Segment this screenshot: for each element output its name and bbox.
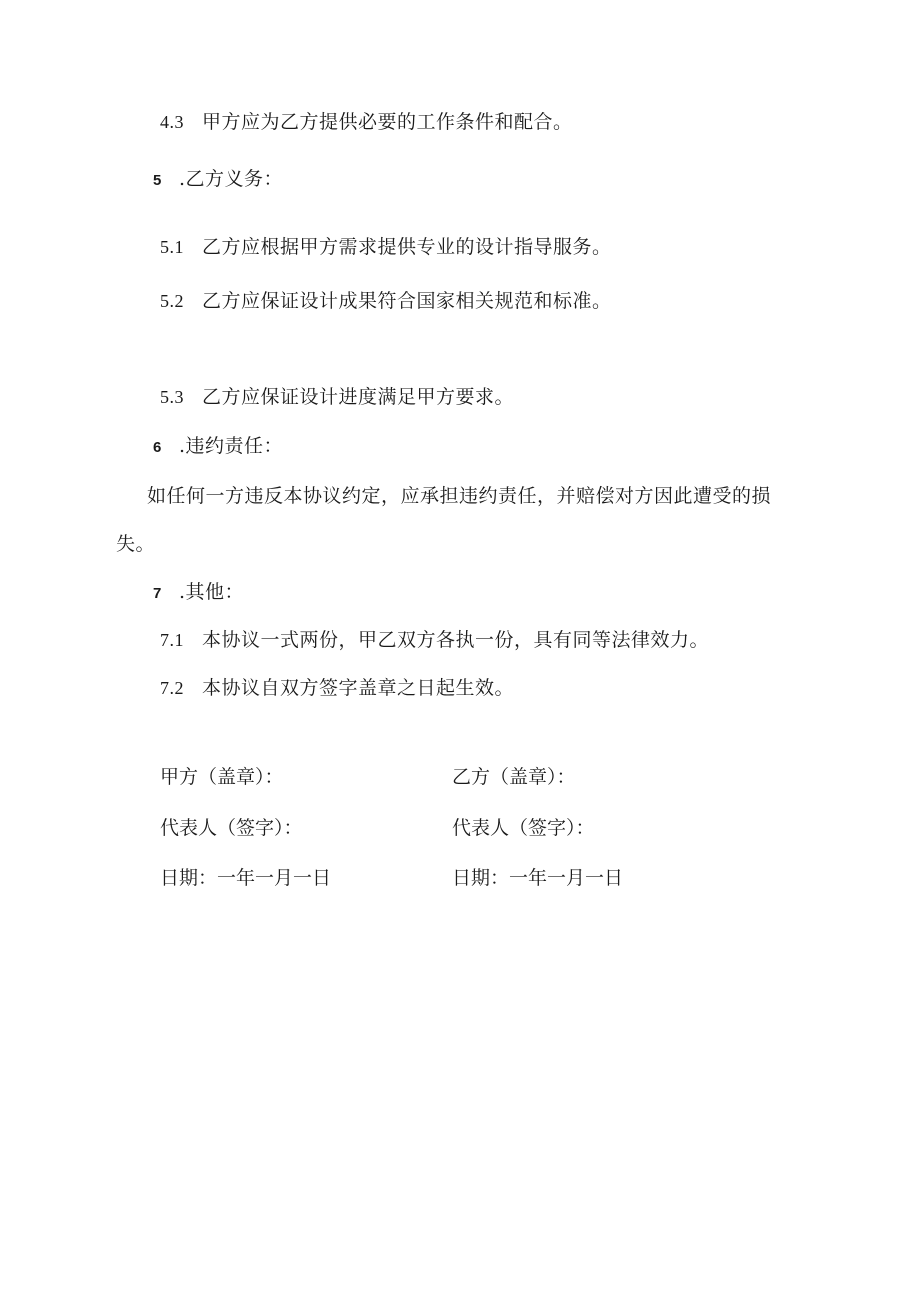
section-number: 6 <box>153 439 162 456</box>
section-title: .乙方义务： <box>179 168 284 190</box>
party-a-rep-label: 代表人（签字）： <box>160 817 303 839</box>
clause-text: 甲方应为乙方提供必要的工作条件和配合。 <box>202 111 573 133</box>
clause-text: 本协议自双方签字盖章之日起生效。 <box>202 677 515 699</box>
clause-number: 5.3 <box>160 387 184 407</box>
clause-text: 乙方应保证设计进度满足甲方要求。 <box>202 386 515 408</box>
clause-number: 7.2 <box>160 678 184 698</box>
section-7-heading <box>153 579 244 607</box>
clause-7-2 <box>160 675 514 701</box>
clause-4-3 <box>160 109 573 135</box>
section-title: .违约责任： <box>179 435 284 457</box>
clause-5-1 <box>160 234 612 260</box>
clause-number: 4.3 <box>160 112 184 132</box>
section-number: 7 <box>153 585 162 602</box>
clause-number: 5.1 <box>160 237 184 257</box>
section-6-heading <box>153 433 283 461</box>
party-a-date-label: 日期：一年一月一日 <box>160 867 332 889</box>
party-b-seal-label: 乙方（盖章）： <box>452 766 576 788</box>
section-number: 5 <box>153 172 162 189</box>
clause-text: 本协议一式两份，甲乙双方各执一份，具有同等法律效力。 <box>202 629 710 651</box>
party-a-seal-label: 甲方（盖章）： <box>160 766 284 788</box>
section-5-heading <box>153 166 283 194</box>
section-title: .其他： <box>179 581 245 603</box>
clause-number: 5.2 <box>160 291 184 311</box>
clause-5-3 <box>160 384 514 410</box>
clause-number: 7.1 <box>160 630 184 650</box>
clause-text: 乙方应保证设计成果符合国家相关规范和标准。 <box>202 290 612 312</box>
party-b-rep-label: 代表人（签字）： <box>452 817 595 839</box>
clause-7-1 <box>160 627 709 653</box>
clause-text: 乙方应根据甲方需求提供专业的设计指导服务。 <box>202 236 612 258</box>
clause-5-2 <box>160 288 612 314</box>
section-6-paragraph: 如任何一方违反本协议约定，应承担违约责任，并赔偿对方因此遭受的损失。 <box>116 485 772 555</box>
party-b-date-label: 日期：一年一月一日 <box>452 867 624 889</box>
